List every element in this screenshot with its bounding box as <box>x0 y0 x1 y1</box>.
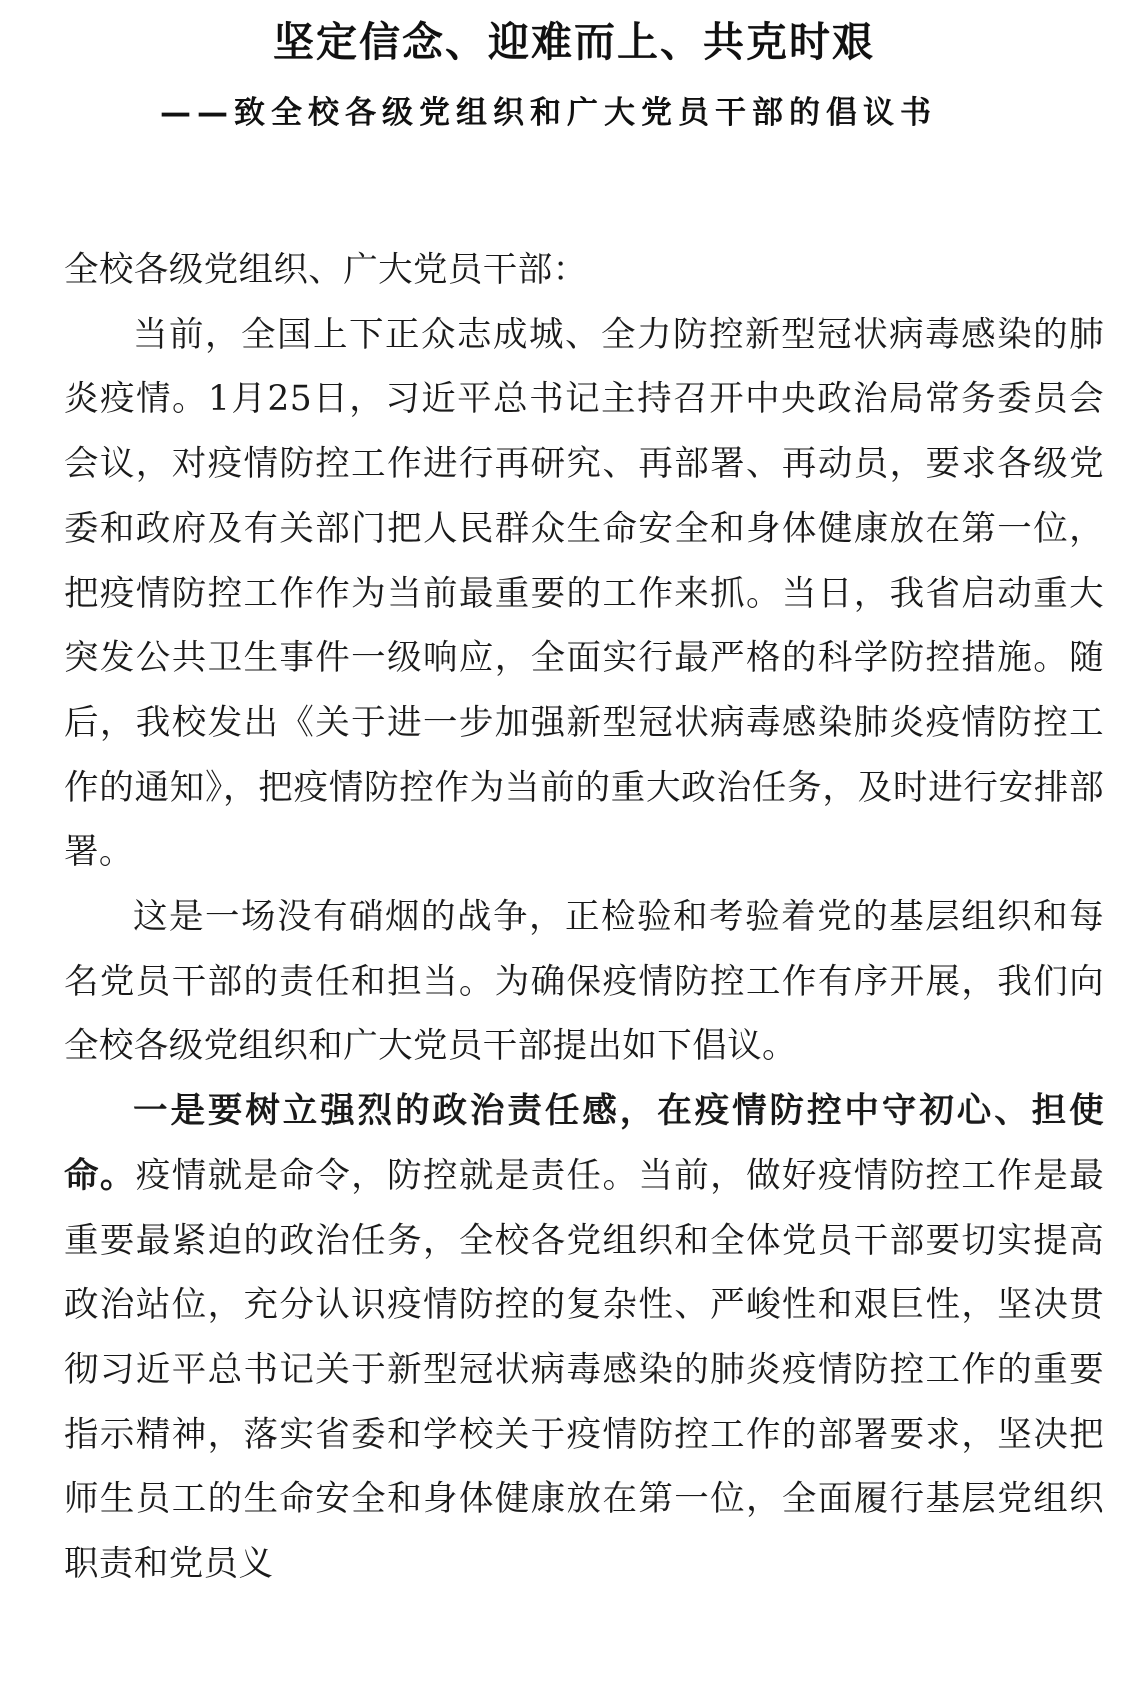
paragraph-lead: 一是要树立强烈的政治责任感，在疫情防控中守初心、担使命。 <box>64 1091 1104 1196</box>
paragraph <box>64 1079 1104 1597</box>
paragraph <box>64 303 1104 885</box>
document-subtitle: ——致全校各级党组织和广大党员干部的倡议书 <box>160 95 937 131</box>
document-title: 坚定信念、迎难而上、共克时艰 <box>273 18 875 66</box>
paragraph-text: 这是一场没有硝烟的战争，正检验和考验着党的基层组织和每名党员干部的责任和担当。为确保疫情防控工作有序开展，我们向全校各级党组织和广大党员干部提出如下倡议。 <box>64 897 1104 1067</box>
paragraph-text: 疫情就是命令，防控就是责任。当前，做好疫情防控工作是最重要最紧迫的政治任务，全校各党组织和全体党员干部要切实提高政治站位，充分认识疫情防控的复杂性、严峻性和艰巨性，坚决贯彻习近平总书记关于新型冠状病毒感染的肺炎疫情防控工作的重要指示精神，落实省委和学校关于疫情防控工作的部署要求，坚决把师生员工的生命安全和身体健康放在第一位，全面履行基层党组织职责和党员义 <box>64 1155 1104 1585</box>
salutation: 全校各级党组织、广大党员干部： <box>64 250 588 290</box>
paragraph <box>64 885 1104 1079</box>
document-body <box>64 238 1104 1597</box>
paragraph-text: 当前，全国上下正众志成城、全力防控新型冠状病毒感染的肺炎疫情。1月25日，习近平总书记主持召开中央政治局常务委员会会议，对疫情防控工作进行再研究、再部署、再动员，要求各级党委和政府及有关部门把人民群众生命安全和身体健康放在第一位，把疫情防控工作作为当前最重要的工作来抓。当日，我省启动重大突发公共卫生事件一级响应，全面实行最严格的科学防控措施。随后，我校发出《关于进一步加强新型冠状病毒感染肺炎疫情防控工作的通知》，把疫情防控作为当前的重大政治任务，及时进行安排部署。 <box>64 314 1104 873</box>
